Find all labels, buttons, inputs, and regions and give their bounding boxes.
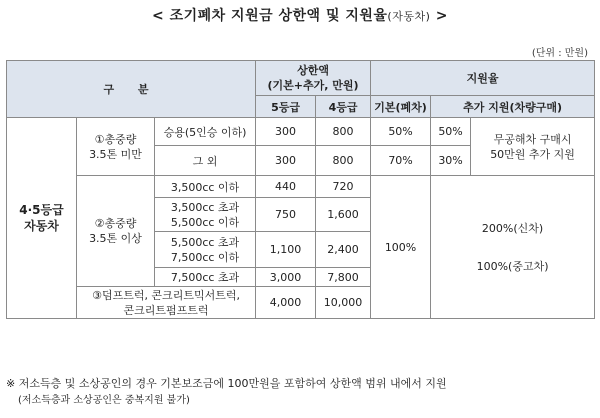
grade4-value: 7,800 — [316, 268, 371, 287]
group3-cell: ③덤프트럭, 콘크리트믹서트럭, 콘크리트펌프트럭 — [77, 287, 256, 319]
grade4-value: 800 — [316, 146, 371, 176]
vehicle-group-cell: 4·5등급 자동차 — [7, 118, 77, 319]
basic-rate: 50% — [371, 118, 431, 146]
group2-cell: ②총중량 3.5톤 이상 — [77, 176, 155, 287]
header-grade4: 4등급 — [316, 96, 371, 118]
grade4-value: 800 — [316, 118, 371, 146]
title-sub: (자동차) — [387, 10, 431, 23]
subsidy-table — [6, 60, 595, 319]
title-main: < 조기폐차 지원금 상한액 및 지원율 — [151, 8, 388, 24]
sub-cell: 3,500cc 초과 5,500cc 이하 — [155, 198, 256, 232]
header-cap: 상한액 (기본+추가, 만원) — [256, 61, 371, 96]
sub-cell: 3,500cc 이하 — [155, 176, 256, 198]
title-end: > — [430, 8, 448, 24]
grade5-value: 750 — [256, 198, 316, 232]
group1-cell: ①총중량 3.5톤 미만 — [77, 118, 155, 176]
grade4-value: 1,600 — [316, 198, 371, 232]
grade5-value: 3,000 — [256, 268, 316, 287]
grade4-value: 10,000 — [316, 287, 371, 319]
sub-cell: 그 외 — [155, 146, 256, 176]
basic-rate: 70% — [371, 146, 431, 176]
heavy-basic-rate: 100% — [371, 176, 431, 319]
lowbuy-note-cell: 무공해차 구매시 50만원 추가 지원 — [471, 118, 595, 176]
grade5-value: 300 — [256, 118, 316, 146]
footnote-line1: ※ 저소득층 및 소상공인의 경우 기본보조금에 100만원을 포함하여 상한액 범위 내에서 지원 — [6, 377, 447, 390]
footnote-line2: (저소득층과 소상공인은 중복지원 불가) — [18, 395, 190, 406]
extra-rate: 50% — [431, 118, 471, 146]
header-grade5: 5등급 — [256, 96, 316, 118]
grade5-value: 1,100 — [256, 232, 316, 268]
footnote — [6, 375, 447, 409]
unit-label: (단위 : 만원) — [531, 48, 588, 59]
grade5-value: 4,000 — [256, 287, 316, 319]
page-title — [0, 5, 600, 25]
heavy-extra-rate: 200%(신차) 100%(중고차) — [431, 176, 595, 319]
table-row — [7, 118, 595, 146]
header-extra: 추가 지원(차량구매) — [431, 96, 595, 118]
extra-rate: 30% — [431, 146, 471, 176]
sub-cell: 승용(5인승 이하) — [155, 118, 256, 146]
sub-cell: 7,500cc 초과 — [155, 268, 256, 287]
grade5-value: 440 — [256, 176, 316, 198]
sub-cell: 5,500cc 초과 7,500cc 이하 — [155, 232, 256, 268]
table-row — [7, 176, 595, 198]
grade5-value: 300 — [256, 146, 316, 176]
grade4-value: 2,400 — [316, 232, 371, 268]
header-rate: 지원율 — [371, 61, 595, 96]
header-gubun: 구 분 — [7, 61, 256, 118]
grade4-value: 720 — [316, 176, 371, 198]
header-basic: 기본(폐차) — [371, 96, 431, 118]
